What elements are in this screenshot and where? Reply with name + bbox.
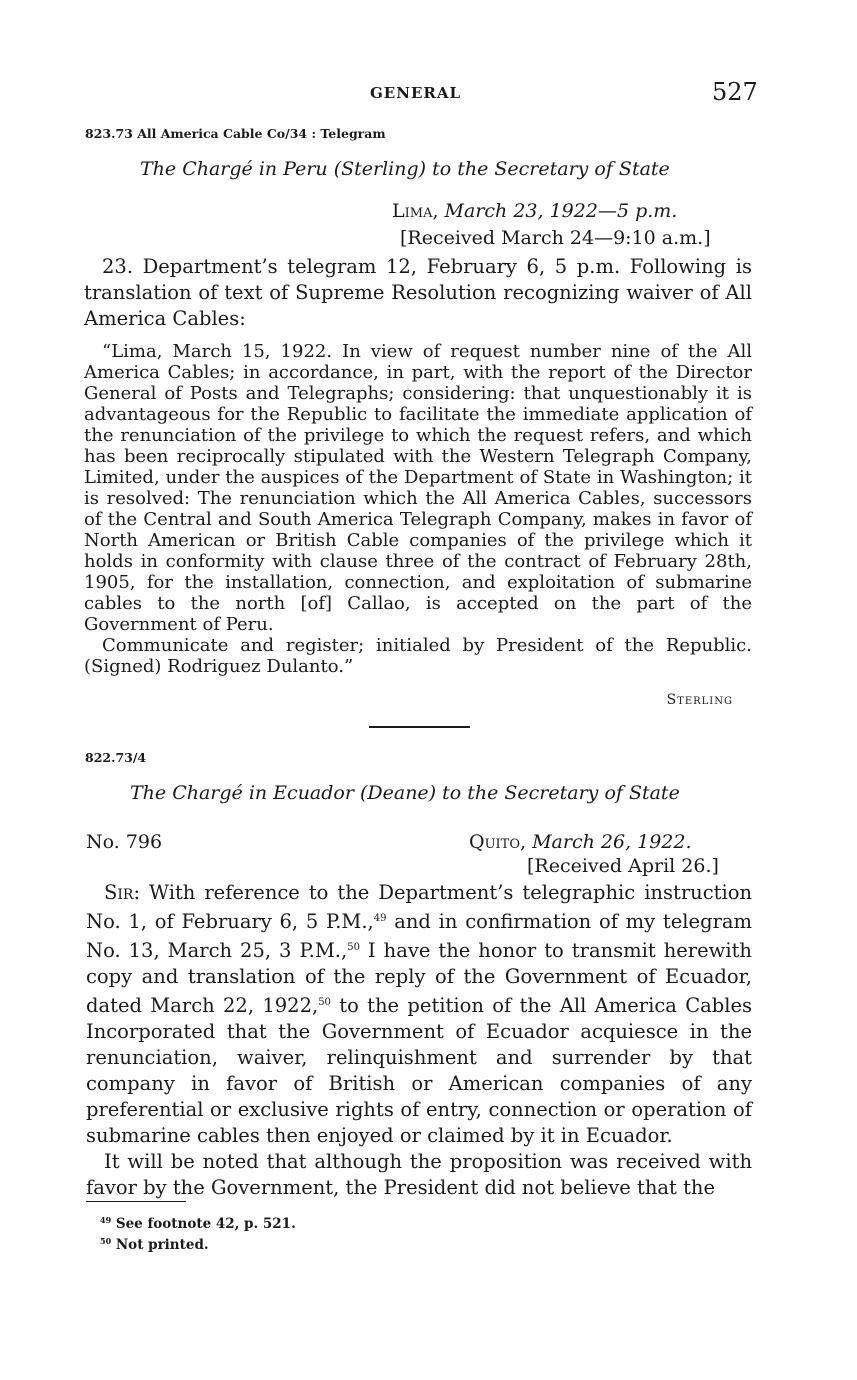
dateline-place: Lima bbox=[392, 200, 433, 222]
received-line-1: [Received March 24—9:10 a.m.] bbox=[400, 227, 711, 249]
dateline-2: Quito, March 26, 1922. bbox=[469, 831, 692, 853]
document-title-1: The Chargé in Peru (Sterling) to the Secretary of State bbox=[140, 158, 670, 180]
dateline-date: March 23, 1922—5 p.m. bbox=[444, 200, 678, 222]
signature-1: Sterling bbox=[666, 692, 733, 708]
telegram-intro bbox=[84, 254, 752, 332]
footnote-ref: 50 bbox=[318, 997, 331, 1008]
file-reference-2: 822.73/4 bbox=[85, 750, 147, 765]
footnote-ref: 49 bbox=[373, 913, 387, 924]
footnote-49: $^{49}$ See footnote 42, p. 521. bbox=[100, 1215, 296, 1232]
file-reference-1: 823.73 All America Cable Co/34 : Telegram bbox=[85, 126, 386, 141]
received-line-2: [Received April 26.] bbox=[527, 855, 719, 877]
salutation: Sir bbox=[104, 881, 134, 904]
footnote-ref: 50 bbox=[347, 942, 360, 953]
quote-paragraph-2: Communicate and register; initialed by President of the Republic. (Signed) Rodriguez Dulanto.” bbox=[84, 635, 752, 677]
footnote-50: $^{50}$ Not printed. bbox=[100, 1236, 209, 1253]
despatch-paragraph-2: It will be noted that although the proposition was received with favor by the Government, the President did not believe that the bbox=[86, 1150, 752, 1199]
footnote-rule bbox=[86, 1201, 186, 1202]
dateline-1: Lima, March 23, 1922—5 p.m. bbox=[392, 200, 678, 222]
telegram-intro-text: 23. Department’s telegram 12, February 6, 5 p.m. Following is translation of text of Supreme Resolution recognizing waiver of All America Cables: bbox=[84, 255, 752, 330]
despatch-body bbox=[86, 880, 752, 1201]
document-title-2: The Chargé in Ecuador (Deane) to the Secretary of State bbox=[130, 782, 680, 804]
resolution-quote bbox=[84, 341, 752, 677]
dateline-date: March 26, 1922. bbox=[532, 831, 692, 853]
running-head: GENERAL bbox=[370, 84, 462, 102]
despatch-paragraph-1: Sir: With reference to the Department’s telegraphic instruction No. 1, of February 6, 5 P.M.,$^{49}$ and in confirmation of my telegram No. 13, March 25, 3 P.M.,$^{50}$ I have the honor to transmit herewith copy and translation of the reply of the Government of Ecuador, dated March 22, 1922,50 to the petition of the All America Cables Incorporated that the Government of Ecuador acquiesce in the renunciation, waiver, relinquishment and surrender by that company in favor of British or American companies of any preferential or exclusive rights of entry, connection or operation of submarine cables then enjoyed or claimed by it in Ecuador. bbox=[86, 881, 753, 1147]
quote-paragraph-1: “Lima, March 15, 1922. In view of request number nine of the All America Cables; in accordance, in part, with the report of the Director General of Posts and Telegraphs; considering: that unquestionably it is advantageous for the Republic to facilitate the immediate application of the renunciation of the privilege to which the request refers, and which has been reciprocally stipulated with the Western Telegraph Company, Limited, under the auspices of the Department of State in Washington; it is resolved: The renunciation which the All America Cables, successors of the Central and South America Telegraph Company, makes in favor of North American or British Cable companies of the privilege which it holds in conformity with clause three of the contract of February 28th, 1905, for the installation, connection, and exploitation of submarine cables to the north [of] Callao, is accepted on the part of the Government of Peru. bbox=[84, 341, 752, 635]
despatch-number: No. 796 bbox=[86, 831, 163, 853]
footnotes bbox=[100, 1212, 296, 1254]
section-divider bbox=[369, 726, 470, 728]
dateline-place: Quito bbox=[469, 831, 520, 853]
page-number: 527 bbox=[712, 78, 758, 106]
